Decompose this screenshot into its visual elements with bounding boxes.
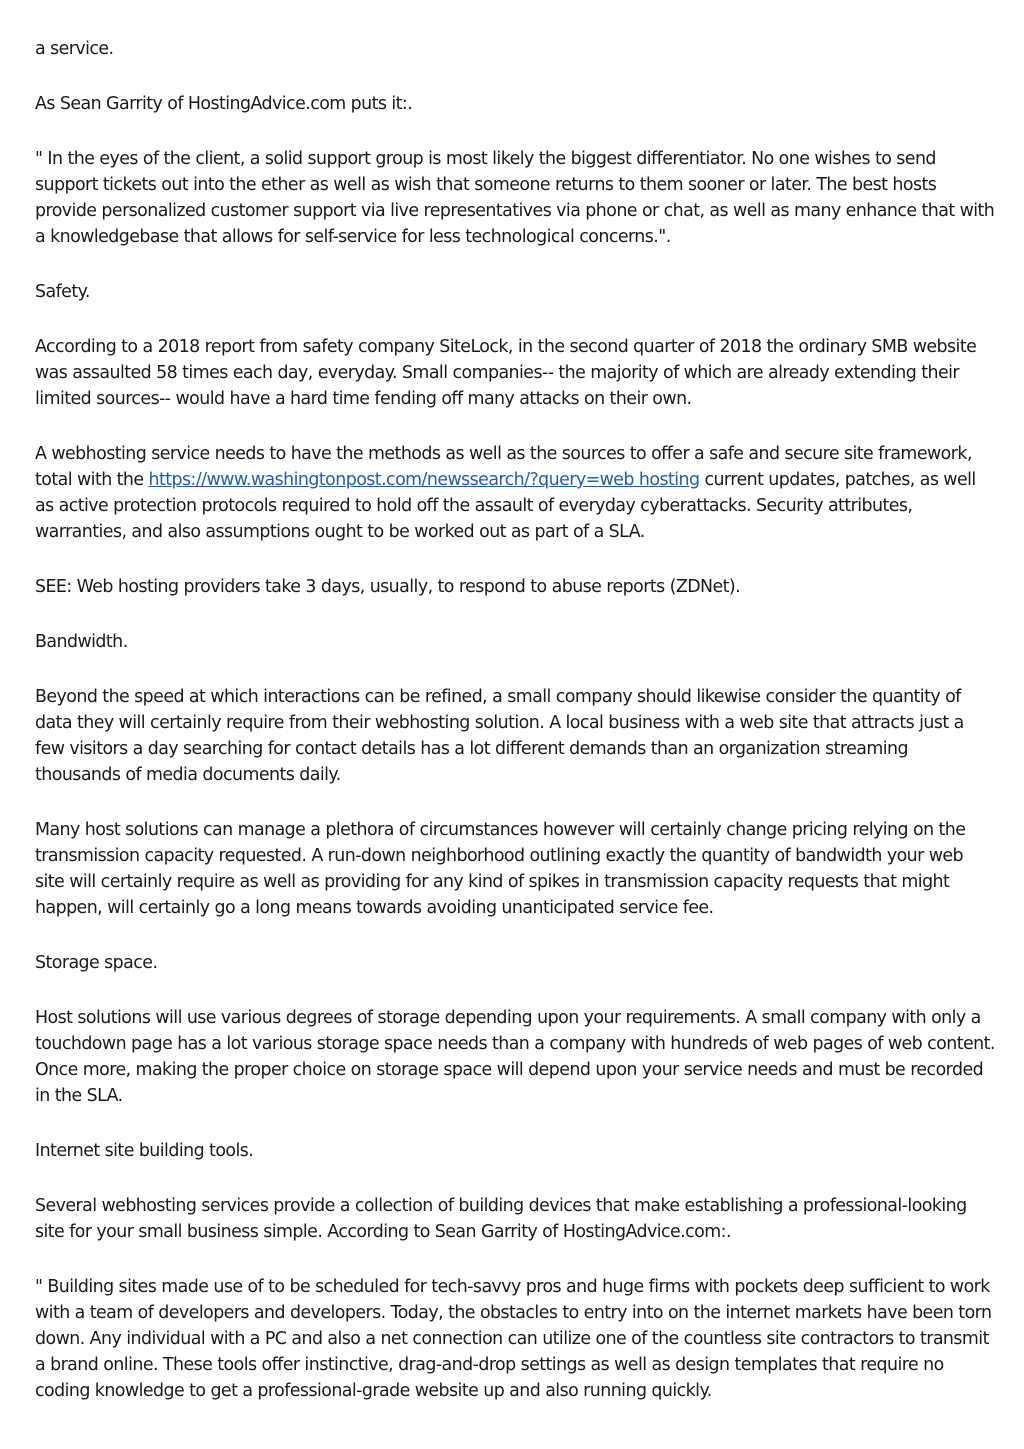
paragraph-quote-attribution: As Sean Garrity of HostingAdvice.com puts it:. [35,94,413,114]
paragraph-intro-fragment: a service. [35,39,114,59]
security-text-after-link: current updates, patches, as well as active protection protocols required to hold off the assault of everyday cyberattacks. Security attributes, warranties, and also assumptions ought to be worked out as part of a SLA. [35,470,976,542]
paragraph-bandwidth-pricing: Many host solutions can manage a plethora of circumstances however will certainly change pricing relying on the transmission capacity requested. A run-down neighborhood outlining exactly the quantity of bandwidth your web site will certainly require as well as providing for any kind of spikes in transmission capacity requests that might happen, will certainly go a long means towards avoiding unanticipated service fee. [35,820,966,918]
heading-site-building-tools: Internet site building tools. [35,1141,254,1161]
paragraph-support-quote: " In the eyes of the client, a solid support group is most likely the biggest differentiator. No one wishes to send support tickets out into the ether as well as wish that someone returns to them sooner or later. The best hosts provide personalized customer support via live representatives via phone or chat, as well as many enhance that with a knowledgebase that allows for self-service for less technological concerns.". [35,149,995,247]
paragraph-building-devices: Several webhosting services provide a collection of building devices that make establishing a professional-looking site for your small business simple. According to Sean Garrity of HostingAdvice.com:. [35,1196,967,1242]
paragraph-bandwidth-data: Beyond the speed at which interactions can be refined, a small company should likewise consider the quantity of data they will certainly require from their webhosting solution. A local business with a web site that attracts just a few visitors a day searching for contact details has a lot different demands than an organization streaming thousands of media documents daily. [35,687,964,785]
heading-safety: Safety. [35,282,90,302]
washingtonpost-search-link[interactable]: https://www.washingtonpost.com/newssearch/?query=web hosting [148,470,700,490]
paragraph-see-zdnet: SEE: Web hosting providers take 3 days, usually, to respond to abuse reports (ZDNet). [35,577,741,597]
paragraph-building-quote: " Building sites made use of to be scheduled for tech-savvy pros and huge firms with pockets deep sufficient to work with a team of developers and developers. Today, the obstacles to entry into on the internet markets have been torn down. Any individual with a PC and also a net connection can utilize one of the countless site contractors to transmit a brand online. These tools offer instinctive, drag-and-drop settings as well as design templates that require no coding knowledge to get a professional-grade website up and also running quickly. [35,1277,992,1401]
heading-bandwidth: Bandwidth. [35,632,128,652]
paragraph-storage: Host solutions will use various degrees of storage depending upon your requirements. A small company with only a touchdown page has a lot various storage space needs than a company with hundreds of web pages of web content. Once more, making the proper choice on storage space will depend upon your service needs and must be recorded in the SLA. [35,1008,995,1106]
security-text-before-link: A webhosting service needs to have the methods as well as the sources to offer a safe and secure site framework, total with the [35,444,972,490]
paragraph-security-framework [35,441,995,545]
heading-storage-space: Storage space. [35,953,158,973]
document-body [35,36,995,1433]
paragraph-sitelock-report: According to a 2018 report from safety company SiteLock, in the second quarter of 2018 the ordinary SMB website was assaulted 58 times each day, everyday. Small companies-- the majority of which are already extending their limited sources-- would have a hard time fending off many attacks on their own. [35,337,977,409]
